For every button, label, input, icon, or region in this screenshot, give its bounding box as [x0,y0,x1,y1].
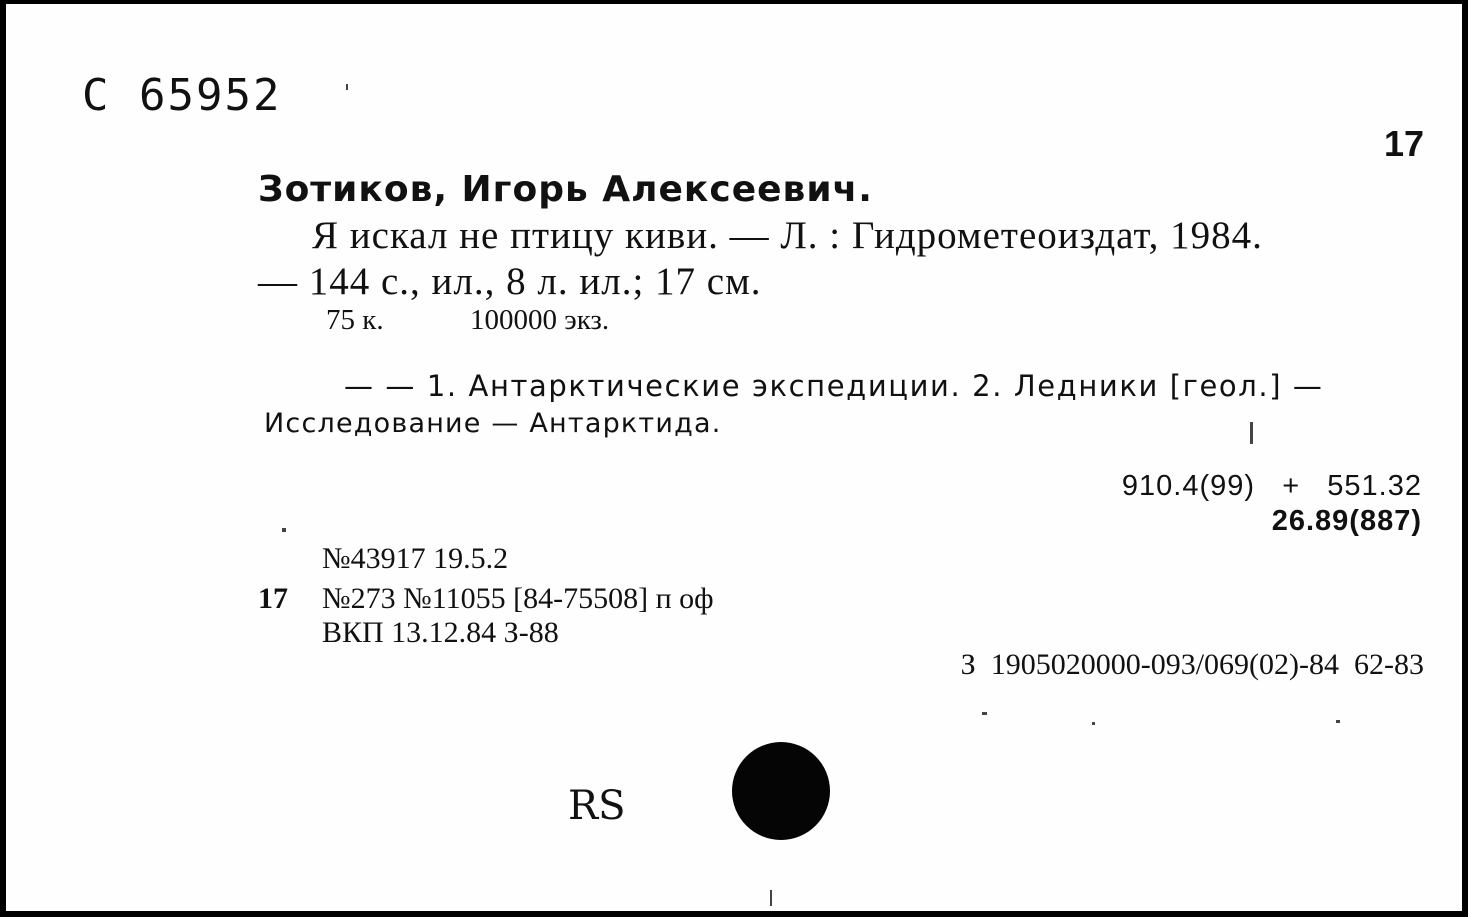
speck [346,84,348,90]
title-statement: Я искал не птицу киви. — Л. : Гидрометеоиздат, 1984. [312,214,1263,257]
order-info-line-2: №273 №11055 [84-75508] п оф [322,582,714,615]
speck [282,528,286,532]
card-number: 17 [1383,123,1424,164]
speck [982,712,987,715]
catalog-card [6,4,1462,911]
subject-headings-line-1: — — 1. Антарктические экспедиции. 2. Ледники [геол.] — [344,369,1324,403]
publication-code: З 1905020000-093/069(02)-84 62-83 [960,648,1424,681]
author-heading: Зотиков, Игорь Алексеевич. [258,169,873,210]
speck [770,890,772,906]
print-run: 100000 экз. [470,304,610,336]
punch-hole [732,742,830,840]
classification-line-2: 26.89(887) [1271,505,1422,537]
classification-line-1: 910.4(99) + 551.32 [1121,470,1422,502]
rs-stamp: RS [568,783,626,829]
order-info-prefix: 17 [258,582,288,615]
speck [1092,722,1095,725]
subject-headings-line-2: Исследование — Антарктида. [264,408,722,439]
card-call-number: С 65952 [82,70,282,121]
speck [1336,720,1340,723]
order-info-line-3: ВКП 13.12.84 З-88 [322,616,559,649]
order-info-line-1: №43917 19.5.2 [322,542,509,575]
price: 75 к. [326,304,384,336]
physical-description: — 144 с., ил., 8 л. ил.; 17 см. [258,260,762,303]
speck [1250,422,1253,444]
